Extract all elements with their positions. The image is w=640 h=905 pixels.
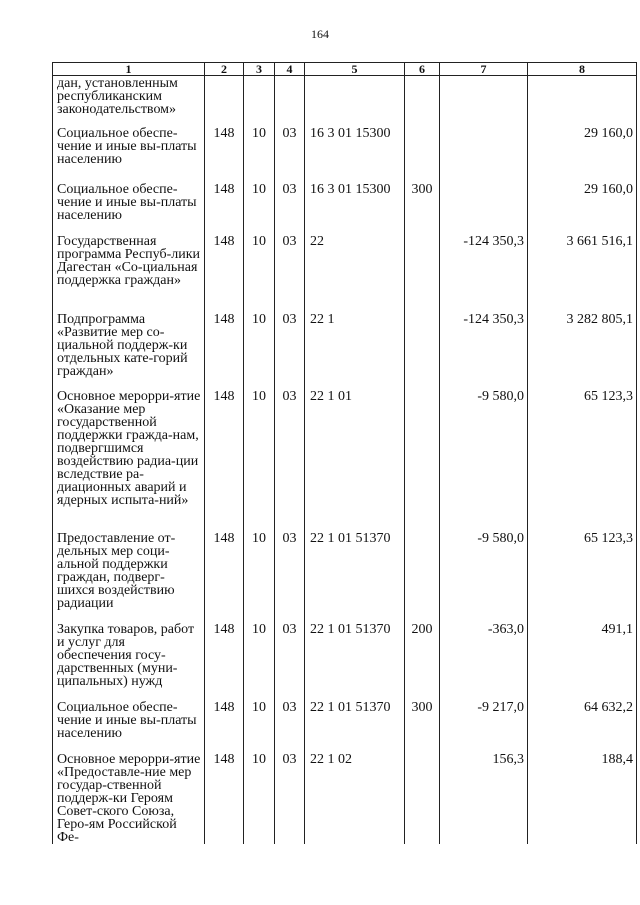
row-total-amount: 65 123,3 bbox=[528, 531, 637, 622]
row-subsection: 03 bbox=[275, 700, 305, 752]
row-section: 10 bbox=[244, 752, 275, 844]
row-target-article: 22 bbox=[305, 234, 405, 312]
header-col-1: 1 bbox=[53, 63, 205, 76]
row-section: 10 bbox=[244, 389, 275, 531]
row-ministry-code: 148 bbox=[205, 622, 244, 700]
table-row bbox=[53, 389, 637, 531]
table-row bbox=[53, 622, 637, 700]
row-target-article: 22 1 01 51370 bbox=[305, 700, 405, 752]
header-col-4: 4 bbox=[275, 63, 305, 76]
row-total-amount: 3 282 805,1 bbox=[528, 312, 637, 389]
row-total-amount: 491,1 bbox=[528, 622, 637, 700]
row-change-amount: -9 217,0 bbox=[440, 700, 528, 752]
row-target-article: 22 1 02 bbox=[305, 752, 405, 844]
row-change-amount: -124 350,3 bbox=[440, 234, 528, 312]
table-row bbox=[53, 76, 637, 126]
row-section: 10 bbox=[244, 531, 275, 622]
row-subsection: 03 bbox=[275, 622, 305, 700]
row-total-amount bbox=[528, 76, 637, 126]
row-change-amount bbox=[440, 182, 528, 234]
table-row bbox=[53, 182, 637, 234]
row-section: 10 bbox=[244, 234, 275, 312]
row-total-amount: 29 160,0 bbox=[528, 182, 637, 234]
row-ministry-code bbox=[205, 76, 244, 126]
row-change-amount: -9 580,0 bbox=[440, 531, 528, 622]
row-name: Закупка товаров, работ и услуг для обеспечения госу-дарственных (муни-ципальных) нужд bbox=[53, 622, 205, 700]
row-total-amount: 188,4 bbox=[528, 752, 637, 844]
budget-table bbox=[52, 62, 637, 844]
row-change-amount bbox=[440, 126, 528, 182]
table-row bbox=[53, 531, 637, 622]
row-change-amount: 156,3 bbox=[440, 752, 528, 844]
row-target-article: 16 3 01 15300 bbox=[305, 182, 405, 234]
row-name: Предоставление от-дельных мер соци-альной поддержки граждан, подверг-шихся воздействию радиации bbox=[53, 531, 205, 622]
header-row bbox=[53, 63, 637, 76]
row-name: Социальное обеспе-чение и иные вы-платы населению bbox=[53, 126, 205, 182]
row-expense-type: 300 bbox=[405, 700, 440, 752]
row-ministry-code: 148 bbox=[205, 389, 244, 531]
row-name: Подпрограмма «Развитие мер со-циальной поддерж-ки отдельных кате-горий граждан» bbox=[53, 312, 205, 389]
row-target-article: 22 1 01 51370 bbox=[305, 622, 405, 700]
row-ministry-code: 148 bbox=[205, 752, 244, 844]
row-subsection: 03 bbox=[275, 389, 305, 531]
row-name: дан, установленным республиканским законодательством» bbox=[53, 76, 205, 126]
row-expense-type bbox=[405, 389, 440, 531]
row-target-article: 22 1 bbox=[305, 312, 405, 389]
table-row bbox=[53, 700, 637, 752]
row-expense-type: 200 bbox=[405, 622, 440, 700]
row-change-amount bbox=[440, 76, 528, 126]
row-total-amount: 3 661 516,1 bbox=[528, 234, 637, 312]
row-ministry-code: 148 bbox=[205, 531, 244, 622]
row-subsection: 03 bbox=[275, 126, 305, 182]
page-number: 164 bbox=[311, 27, 329, 41]
row-name: Основное мероpри-ятие «Оказание мер государственной поддержки гражда-нам, подвергшимся воздействию радиа-ции вследствие ра-диационных аварий и ядерных испыта-ний» bbox=[53, 389, 205, 531]
row-change-amount: -363,0 bbox=[440, 622, 528, 700]
row-ministry-code: 148 bbox=[205, 126, 244, 182]
row-total-amount: 29 160,0 bbox=[528, 126, 637, 182]
row-ministry-code: 148 bbox=[205, 700, 244, 752]
header-col-8: 8 bbox=[528, 63, 637, 76]
table-row bbox=[53, 126, 637, 182]
row-expense-type: 300 bbox=[405, 182, 440, 234]
row-expense-type bbox=[405, 234, 440, 312]
row-ministry-code: 148 bbox=[205, 182, 244, 234]
row-section: 10 bbox=[244, 312, 275, 389]
row-expense-type bbox=[405, 531, 440, 622]
row-name: Социальное обеспе-чение и иные вы-платы населению bbox=[53, 700, 205, 752]
row-section: 10 bbox=[244, 182, 275, 234]
row-subsection: 03 bbox=[275, 234, 305, 312]
row-ministry-code: 148 bbox=[205, 234, 244, 312]
row-total-amount: 64 632,2 bbox=[528, 700, 637, 752]
row-target-article: 22 1 01 51370 bbox=[305, 531, 405, 622]
table-row bbox=[53, 234, 637, 312]
row-subsection bbox=[275, 76, 305, 126]
row-subsection: 03 bbox=[275, 182, 305, 234]
row-section: 10 bbox=[244, 700, 275, 752]
table-row bbox=[53, 312, 637, 389]
row-total-amount: 65 123,3 bbox=[528, 389, 637, 531]
row-expense-type bbox=[405, 126, 440, 182]
row-name: Государственная программа Респуб-лики Дагестан «Со-циальная поддержка граждан» bbox=[53, 234, 205, 312]
table-row bbox=[53, 752, 637, 844]
row-expense-type bbox=[405, 312, 440, 389]
row-section bbox=[244, 76, 275, 126]
row-change-amount: -9 580,0 bbox=[440, 389, 528, 531]
header-col-5: 5 bbox=[305, 63, 405, 76]
row-target-article: 22 1 01 bbox=[305, 389, 405, 531]
row-target-article bbox=[305, 76, 405, 126]
header-col-2: 2 bbox=[205, 63, 244, 76]
row-section: 10 bbox=[244, 622, 275, 700]
row-subsection: 03 bbox=[275, 312, 305, 389]
row-section: 10 bbox=[244, 126, 275, 182]
row-subsection: 03 bbox=[275, 531, 305, 622]
header-col-7: 7 bbox=[440, 63, 528, 76]
row-expense-type bbox=[405, 76, 440, 126]
row-subsection: 03 bbox=[275, 752, 305, 844]
header-col-6: 6 bbox=[405, 63, 440, 76]
row-expense-type bbox=[405, 752, 440, 844]
row-ministry-code: 148 bbox=[205, 312, 244, 389]
header-col-3: 3 bbox=[244, 63, 275, 76]
row-target-article: 16 3 01 15300 bbox=[305, 126, 405, 182]
row-change-amount: -124 350,3 bbox=[440, 312, 528, 389]
row-name: Социальное обеспе-чение и иные вы-платы населению bbox=[53, 182, 205, 234]
row-name: Основное мероpри-ятие «Предоставле-ние мер государ-ственной поддерж-ки Героям Совет-ского Союза, Геро-ям Российской Фе- bbox=[53, 752, 205, 844]
